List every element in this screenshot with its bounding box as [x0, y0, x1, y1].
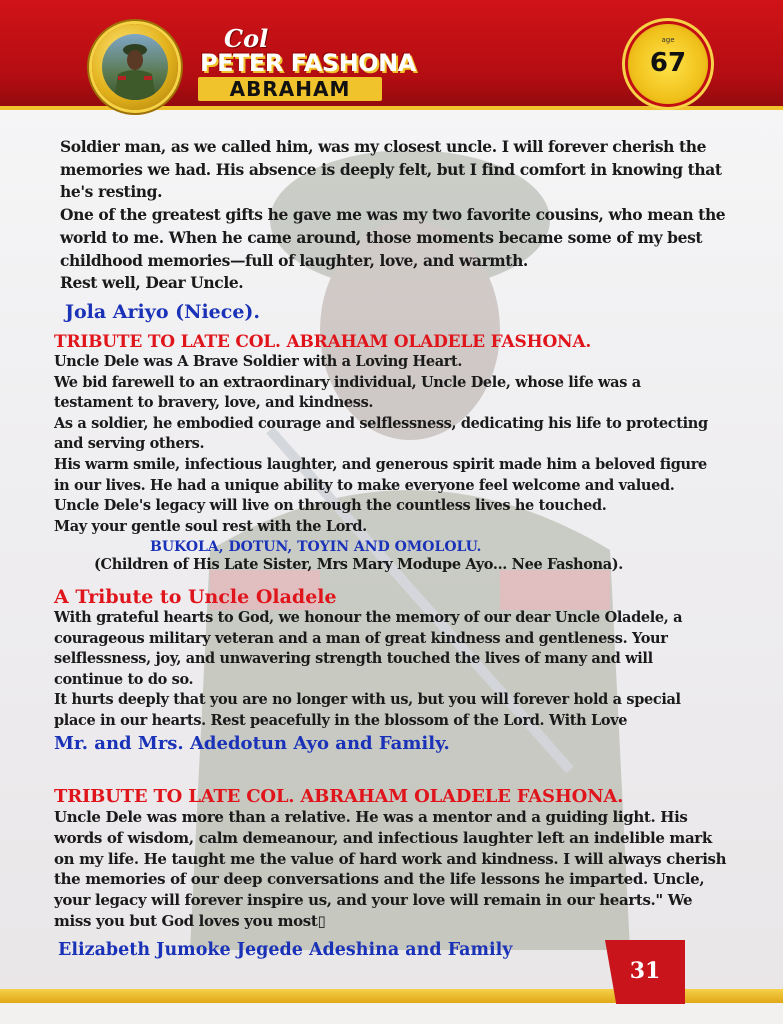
body-line: world to me. When he came around, those moments became some of my best — [60, 227, 703, 247]
body-line: the memories of our deep conversations and the life lessons he imparted. Uncle, — [54, 870, 705, 889]
portrait-photo — [102, 34, 168, 100]
body-line: His warm smile, infectious laughter, and generous spirit made him a beloved figure — [54, 455, 707, 473]
tribute-signature: Elizabeth Jumoke Jegede Adeshina and Family — [58, 939, 513, 960]
body-line: courageous military veteran and a man of great kindness and gentleness. Your — [54, 629, 668, 647]
tribute-body — [54, 807, 726, 932]
body-line: One of the greatest gifts he gave me was my two favorite cousins, who mean the — [60, 205, 726, 225]
body-line: your legacy will forever inspire us, and your love will remain in our hearts." We — [54, 891, 693, 910]
body-line: continue to do so. — [54, 670, 194, 688]
body-line: in our lives. He had a unique ability to make everyone feel welcome and valued. — [54, 476, 675, 494]
body-line: memories we had. His absence is deeply felt, but I find comfort in knowing that — [60, 159, 722, 179]
body-line: childhood memories—full of laughter, love, and warmth. — [60, 250, 528, 270]
age-badge — [628, 24, 708, 104]
body-line: Uncle Dele's legacy will live on through the countless lives he touched. — [54, 497, 607, 515]
body-line: and serving others. — [54, 435, 205, 453]
body-line: We bid farewell to an extraordinary individual, Uncle Dele, whose life was a — [54, 373, 641, 391]
body-line: words of wisdom, calm demeanour, and infectious laughter left an indelible mark — [54, 828, 712, 847]
age-value: 67 — [649, 48, 687, 78]
page-number: 31 — [629, 958, 661, 984]
title-surname: ABRAHAM — [198, 77, 382, 101]
tribute-body — [60, 136, 725, 295]
portrait-medallion — [92, 24, 178, 110]
age-label: age — [661, 36, 675, 44]
body-line: selflessness, joy, and unwavering strength touched the lives of many and will — [54, 650, 653, 668]
tribute-heading: TRIBUTE TO LATE COL. ABRAHAM OLADELE FASHONA. — [54, 332, 592, 352]
body-line: With grateful hearts to God, we honour the memory of our dear Uncle Oladele, a — [54, 609, 683, 626]
body-line: miss you but God loves you most▯ — [54, 911, 326, 930]
body-line: Uncle Dele was A Brave Soldier with a Loving Heart. — [54, 353, 463, 370]
body-line: Uncle Dele was more than a relative. He was a mentor and a guiding light. His — [54, 808, 688, 826]
body-line: place in our hearts. Rest peacefully in the blossom of the Lord. With Love — [54, 711, 628, 729]
tribute-block — [54, 786, 726, 960]
tribute-signature-note: (Children of His Late Sister, Mrs Mary Modupe Ayo... Nee Fashona). — [94, 556, 623, 574]
tribute-body — [54, 608, 682, 732]
body-line: he's resting. — [60, 182, 163, 202]
tribute-signature: Mr. and Mrs. Adedotun Ayo and Family. — [54, 732, 450, 754]
tribute-body — [54, 352, 708, 537]
body-line: on my life. He taught me the value of hard work and kindness. I will always cherish — [54, 849, 727, 868]
tribute-heading: A Tribute to Uncle Oladele — [54, 586, 337, 608]
body-line: Rest well, Dear Uncle. — [60, 273, 244, 293]
tribute-signature: BUKOLA, DOTUN, TOYIN AND OMOLOLU. — [150, 539, 482, 556]
tribute-block — [54, 332, 708, 576]
title-prefix: Col — [224, 24, 269, 53]
body-line: testament to bravery, love, and kindness. — [54, 394, 374, 412]
tribute-block — [54, 586, 682, 754]
tribute-block — [60, 136, 725, 323]
tribute-signature: Jola Ariyo (Niece). — [65, 300, 261, 323]
body-line: As a soldier, he embodied courage and selflessness, dedicating his life to protecting — [54, 414, 708, 432]
body-line: May your gentle soul rest with the Lord. — [54, 517, 367, 535]
body-line: It hurts deeply that you are no longer with us, but you will forever hold a special — [54, 691, 681, 709]
title-name: PETER FASHONA — [200, 49, 416, 77]
footer-base — [0, 1003, 783, 1024]
tribute-heading: TRIBUTE TO LATE COL. ABRAHAM OLADELE FASHONA. — [54, 786, 624, 807]
body-line: Soldier man, as we called him, was my closest uncle. I will forever cherish the — [60, 137, 707, 156]
